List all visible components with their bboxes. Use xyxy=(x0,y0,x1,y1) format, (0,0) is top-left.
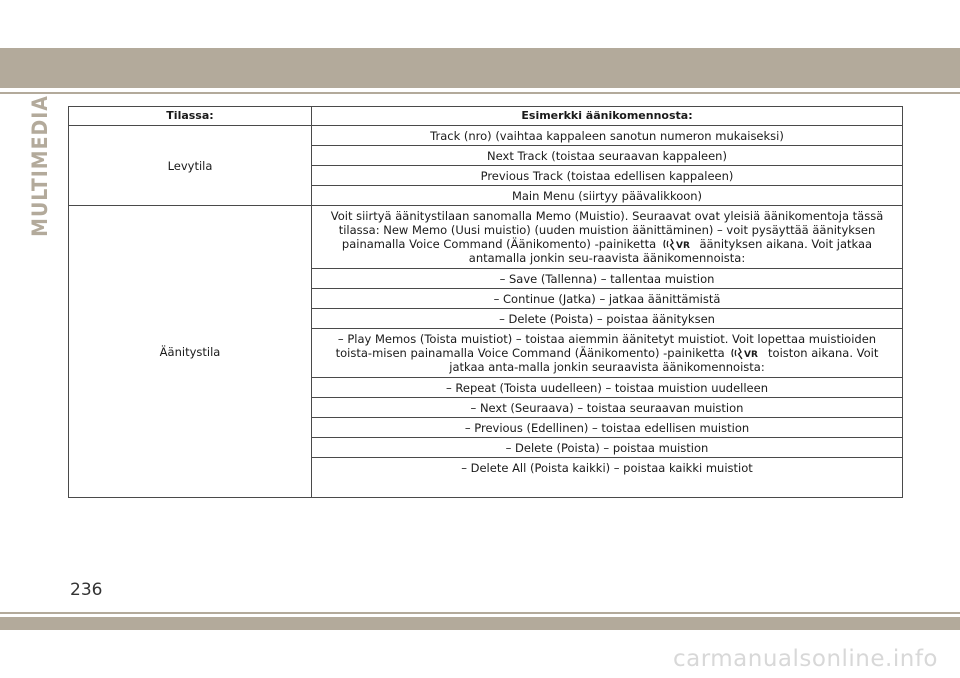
header-divider xyxy=(0,92,960,94)
header-mode: Tilassa: xyxy=(69,107,312,126)
command-cell: Previous Track (toistaa edellisen kappaleen) xyxy=(312,166,903,186)
table-row xyxy=(69,126,903,146)
command-cell: – Delete (Poista) – poistaa muistion xyxy=(312,438,903,458)
command-cell: – Delete All (Poista kaikki) – poistaa kaikki muistiot xyxy=(312,458,903,498)
play-text-after: toiston aikana. Voit jatkaa anta-malla jonkin seuraavista äänikomennoista: xyxy=(449,346,879,374)
command-cell: – Next (Seuraava) – toistaa seuraavan muistion xyxy=(312,398,903,418)
intro-text-before: Voit siirtyä äänitystilaan sanomalla Memo (Muistio). Seuraavat ovat yleisiä äänikomentoja tässä tilassa: New Memo (Uusi muistio) (uuden muistion äänittäminen) – voit pysäyttää äänityksen painamalla Voice Command (Äänikomento) -painiketta xyxy=(330,209,884,251)
watermark: carmanualsonline.info xyxy=(672,646,938,672)
command-cell: Next Track (toistaa seuraavan kappaleen) xyxy=(312,146,903,166)
vr-icon-label: VR xyxy=(675,241,690,251)
table-header-row xyxy=(69,107,903,126)
play-text-before: – Play Memos (Toista muistiot) – toistaa aiemmin äänitetyt muistiot. Voit lopettaa muistioiden toista-misen painamalla Voice Command (Äänikomento) -painiketta xyxy=(335,332,877,360)
header-band xyxy=(0,48,960,88)
section-label xyxy=(28,95,52,237)
command-cell: – Delete (Poista) – poistaa äänityksen xyxy=(312,309,903,329)
intro-text-after: äänityksen aikana. Voit jatkaa antamalla jonkin seu-raavista äänikomennoista: xyxy=(468,237,873,265)
command-cell: – Repeat (Toista uudelleen) – toistaa muistion uudelleen xyxy=(312,378,903,398)
voice-command-icon xyxy=(662,237,694,251)
page-number: 236 xyxy=(70,580,103,600)
command-cell: Track (nro) (vaihtaa kappaleen sanotun numeron mukaiseksi) xyxy=(312,126,903,146)
play-memos-cell xyxy=(312,329,903,378)
voice-command-table xyxy=(68,106,903,498)
vr-icon-label: VR xyxy=(744,350,759,360)
mode-cell-aanitystila: Äänitystila xyxy=(69,206,312,498)
footer-divider xyxy=(0,612,960,614)
command-cell: Main Menu (siirtyy päävalikkoon) xyxy=(312,186,903,206)
intro-cell xyxy=(312,206,903,269)
header-example: Esimerkki äänikomennosta: xyxy=(312,107,903,126)
command-cell: – Continue (Jatka) – jatkaa äänittämistä xyxy=(312,289,903,309)
voice-command-icon xyxy=(730,346,762,360)
table-row xyxy=(69,206,903,269)
footer-band xyxy=(0,617,960,630)
mode-cell-levytila: Levytila xyxy=(69,126,312,206)
section-label-text: MULTIMEDIA xyxy=(28,95,52,237)
command-cell: – Previous (Edellinen) – toistaa edellisen muistion xyxy=(312,418,903,438)
command-cell: – Save (Tallenna) – tallentaa muistion xyxy=(312,269,903,289)
